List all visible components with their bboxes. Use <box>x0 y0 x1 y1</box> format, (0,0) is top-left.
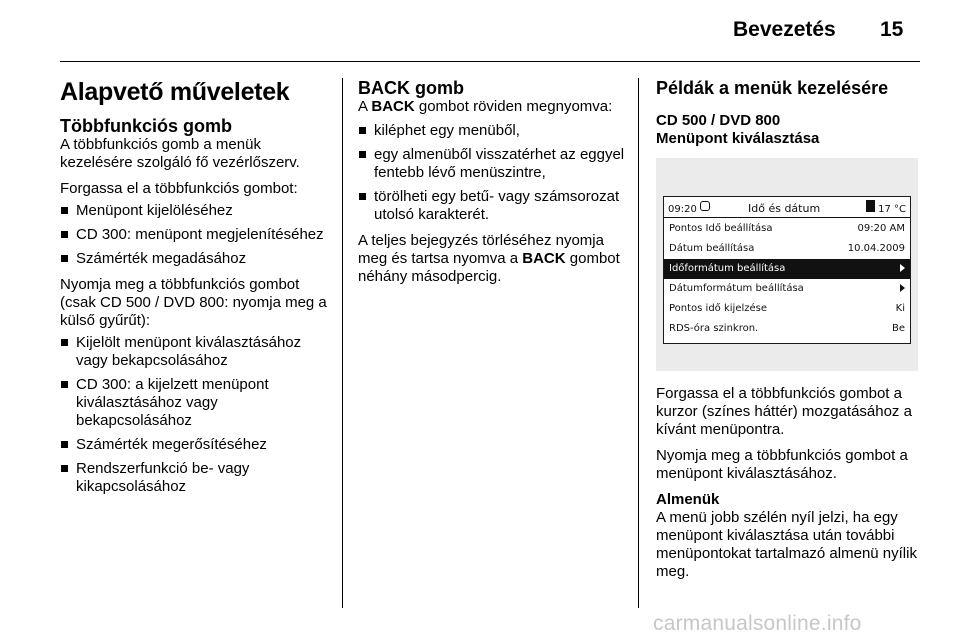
page-number: 15 <box>880 18 904 41</box>
display-title: Idő és dátum <box>748 202 821 215</box>
menu-row[interactable] <box>664 219 910 239</box>
press-instruction: Nyomja meg a többfunkciós gombot (csak CD 500 / DVD 800: nyomja meg a külső gyűrűt): <box>60 276 327 329</box>
display-panel <box>663 196 911 344</box>
menu-row[interactable] <box>664 239 910 259</box>
back-intro-prefix: A <box>358 98 372 115</box>
main-title: Alapvető műveletek <box>60 78 290 106</box>
bullet-icon <box>61 231 68 238</box>
menu-row[interactable] <box>664 299 910 319</box>
list-item <box>358 188 633 224</box>
header-section-title: Bevezetés <box>733 18 836 41</box>
turn-list <box>60 202 330 268</box>
press-list <box>60 334 330 496</box>
multifunction-knob-heading: Többfunkciós gomb <box>60 116 232 136</box>
watermark: carmanualsonline.info <box>653 612 862 635</box>
list-item-text: Kijelölt menüpont kiválasztásához vagy bekapcsolásához <box>76 334 302 369</box>
list-item <box>60 202 330 220</box>
display-screenshot <box>656 158 918 371</box>
back-outro-prefix: A teljes bejegyzés törléséhez nyomja meg és tartsa nyomva a <box>358 232 604 267</box>
back-intro-suffix: gombot röviden megnyomva: <box>414 98 613 115</box>
bullet-icon <box>61 465 68 472</box>
list-item-text: törölheti egy betű- vagy számsorozat utolsó karakterét. <box>374 188 620 223</box>
list-item-text: kiléphet egy menüből, <box>374 122 520 139</box>
menu-row-label: Pontos Idő beállítása <box>669 223 773 234</box>
chevron-right-icon <box>900 279 905 299</box>
menu-row-value: Ki <box>895 303 905 314</box>
display-time: 09:20 <box>668 204 697 215</box>
submenus-paragraph: A menü jobb szélén nyíl jelzi, ha egy menüpont kiválasztása után további menüpontokat tartalmazó almenü nyílik meg. <box>656 509 917 580</box>
menu-row-label: Pontos idő kijelzése <box>669 303 768 314</box>
back-outro <box>358 232 633 286</box>
multifunction-intro: A többfunkciós gomb a menük kezelésére szolgáló fő vezérlőszerv. <box>60 136 300 171</box>
back-list <box>358 122 633 224</box>
bullet-icon <box>61 339 68 346</box>
bullet-icon <box>359 127 366 134</box>
list-item-text: Rendszerfunkció be- vagy kikapcsolásához <box>76 460 250 495</box>
bullet-icon <box>61 207 68 214</box>
list-item <box>358 146 633 182</box>
display-status-bar <box>664 197 910 217</box>
back-intro <box>358 98 633 116</box>
list-item <box>358 122 633 140</box>
list-item-text: CD 300: a kijelzett menüpont kiválasztásához vagy bekapcsolásához <box>76 376 269 429</box>
bullet-icon <box>61 441 68 448</box>
examples-heading: Példák a menük kezelésére <box>656 78 889 98</box>
menu-row-value: 10.04.2009 <box>847 243 905 254</box>
menu-row-label: RDS-óra szinkron. <box>669 323 759 334</box>
list-item-text: CD 300: menüpont megjelenítéséhez <box>76 226 324 243</box>
menu-row-label: Dátum beállítása <box>669 243 755 254</box>
header-rule <box>60 61 920 62</box>
column-1 <box>60 78 330 504</box>
bullet-icon <box>359 151 366 158</box>
clock-icon <box>700 201 710 211</box>
phone-icon <box>866 200 875 212</box>
list-item <box>60 460 330 496</box>
rotate-paragraph: Forgassa el a többfunkciós gombot a kurzor (színes háttér) mozgatásához a kívánt menüpontra. <box>656 385 912 438</box>
press-paragraph: Nyomja meg a többfunkciós gombot a menüpont kiválasztásához. <box>656 447 908 482</box>
menu-row[interactable] <box>664 279 910 299</box>
back-button-heading: BACK gomb <box>358 78 464 98</box>
bullet-icon <box>61 381 68 388</box>
list-item <box>60 334 330 370</box>
back-intro-bold: BACK <box>371 98 415 115</box>
model-subheading: CD 500 / DVD 800 <box>656 112 781 129</box>
list-item-text: egy almenüből visszatérhet az eggyel fentebb lévő menüszintre, <box>374 146 625 181</box>
column-2 <box>358 78 633 294</box>
list-item-text: Számérték megadásához <box>76 250 247 267</box>
display-menu <box>664 219 910 339</box>
list-item <box>60 226 330 244</box>
column-divider-1 <box>342 78 343 608</box>
back-outro-bold: BACK <box>522 250 566 267</box>
list-item <box>60 376 330 430</box>
chevron-right-icon <box>900 259 905 279</box>
menu-row-value: Be <box>891 323 905 334</box>
bullet-icon <box>61 255 68 262</box>
turn-instruction: Forgassa el a többfunkciós gombot: <box>60 180 298 197</box>
menu-row-label: Dátumformátum beállítása <box>669 283 804 294</box>
menu-row-selected[interactable] <box>664 259 910 279</box>
list-item-text: Menüpont kijelöléséhez <box>76 202 233 219</box>
bullet-icon <box>359 193 366 200</box>
menu-selection-subheading: Menüpont kiválasztása <box>656 130 820 147</box>
submenus-heading: Almenük <box>656 491 720 508</box>
menu-row-value: 09:20 AM <box>857 223 905 234</box>
back-outro-suffix: gombot néhány másodpercig. <box>358 250 620 285</box>
display-temperature: 17 °C <box>878 204 906 215</box>
menu-row-label: Időformátum beállítása <box>669 263 786 274</box>
list-item-text: Számérték megerősítéséhez <box>76 436 267 453</box>
column-divider-2 <box>638 78 639 608</box>
display-divider <box>664 217 910 218</box>
list-item <box>60 250 330 268</box>
menu-row[interactable] <box>664 319 910 339</box>
list-item <box>60 436 330 454</box>
column-3 <box>656 78 926 589</box>
